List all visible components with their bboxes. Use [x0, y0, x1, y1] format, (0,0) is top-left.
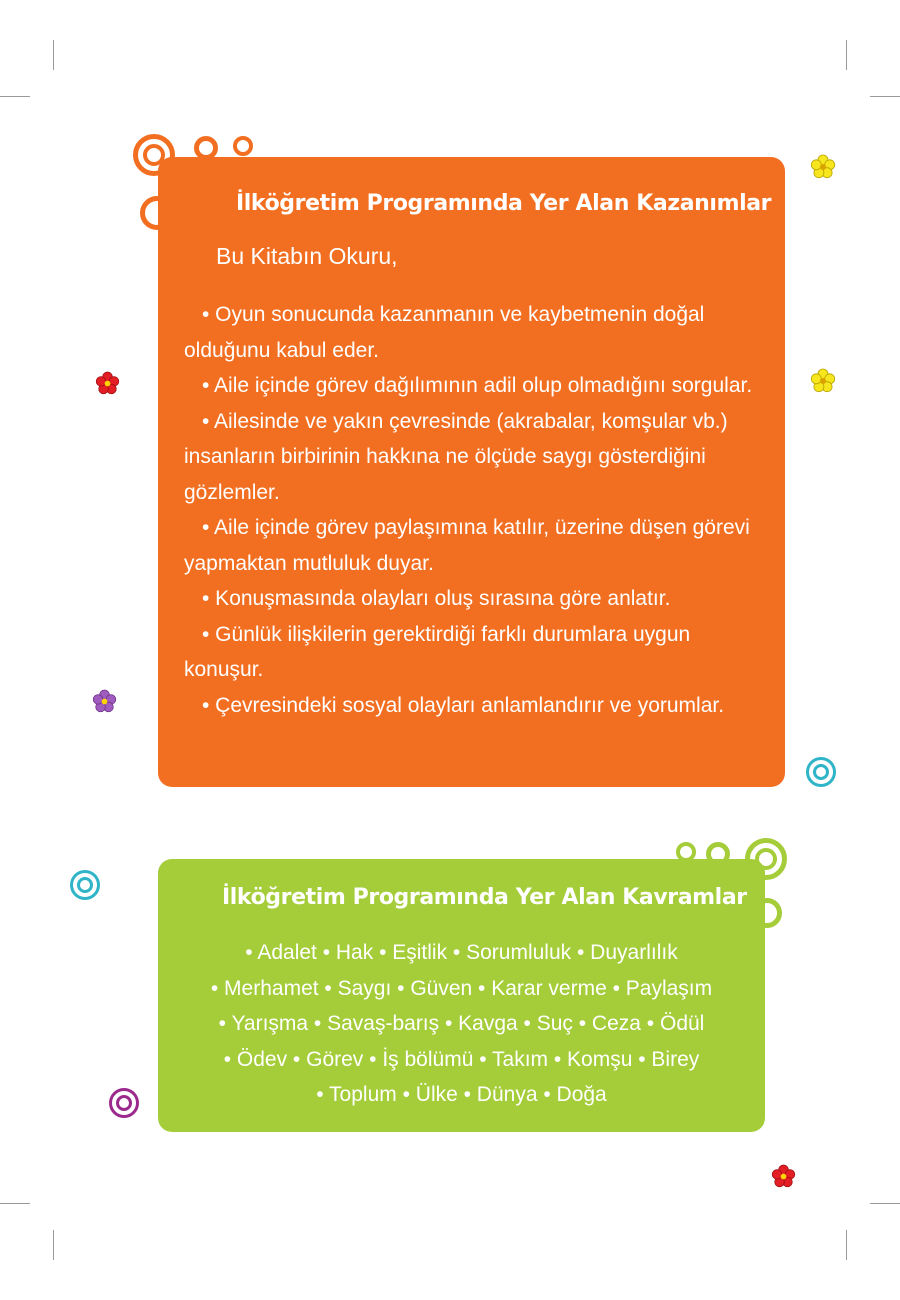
- crop-mark: [870, 1203, 900, 1204]
- ring-icon: [233, 136, 253, 156]
- crop-mark: [53, 1230, 54, 1260]
- greeting: Bu Kitabın Okuru,: [216, 243, 398, 269]
- kazanim-item: • Oyun sonucunda kazanmanın ve kaybetmenin doğal olduğunu kabul eder.: [184, 303, 705, 362]
- kazanim-item: • Günlük ilişkilerin gerektirdiği farklı durumlara uygun konuşur.: [184, 622, 691, 681]
- kazanimlar-panel: [158, 157, 785, 787]
- kavram-line: • Adalet • Hak • Eşitlik • Sorumluluk • Duyarlılık: [245, 941, 678, 964]
- flower-icon: [95, 371, 120, 396]
- kazanimlar-title: İlköğretim Programında Yer Alan Kazanımlar: [236, 191, 772, 216]
- kazanimlar-list: [184, 297, 769, 723]
- kavramlar-title: İlköğretim Programında Yer Alan Kavramlar: [222, 885, 747, 910]
- ring-icon: [116, 1095, 132, 1111]
- crop-mark: [53, 40, 54, 70]
- kazanim-item: • Ailesinde ve yakın çevresinde (akrabalar, komşular vb.) insanların birbirinin hakkına ne ölçüde saygı gösterdiğini gözlemler.: [184, 409, 728, 504]
- crop-mark: [846, 1230, 847, 1260]
- crop-mark: [0, 96, 30, 97]
- flower-icon: [810, 368, 836, 394]
- crop-mark: [870, 96, 900, 97]
- ring-icon: [77, 877, 93, 893]
- kazanim-item: • Konuşmasında olayları oluş sırasına göre anlatır.: [202, 587, 671, 610]
- flower-icon: [810, 154, 836, 180]
- kazanim-item: • Çevresindeki sosyal olayları anlamlandırır ve yorumlar.: [202, 693, 725, 717]
- flower-icon: [92, 689, 117, 714]
- kavram-line: • Merhamet • Saygı • Güven • Karar verme • Paylaşım: [210, 976, 713, 1000]
- kavramlar-list: [158, 935, 765, 1113]
- kavramlar-panel: [158, 859, 765, 1132]
- kazanim-item: • Aile içinde görev paylaşımına katılır, üzerine düşen görevi yapmaktan mutluluk duyar.: [184, 516, 750, 575]
- crop-mark: [846, 40, 847, 70]
- kazanim-item: • Aile içinde görev dağılımının adil olup olmadığını sorgular.: [202, 374, 753, 397]
- flower-icon: [771, 1164, 796, 1189]
- kavram-line: • Ödev • Görev • İş bölümü • Takım • Komşu • Birey: [223, 1047, 700, 1071]
- kavram-line: • Toplum • Ülke • Dünya • Doğa: [316, 1083, 607, 1106]
- crop-mark: [0, 1203, 30, 1204]
- kavram-line: • Yarışma • Savaş-barış • Kavga • Suç • Ceza • Ödül: [218, 1012, 705, 1035]
- ring-icon: [813, 764, 829, 780]
